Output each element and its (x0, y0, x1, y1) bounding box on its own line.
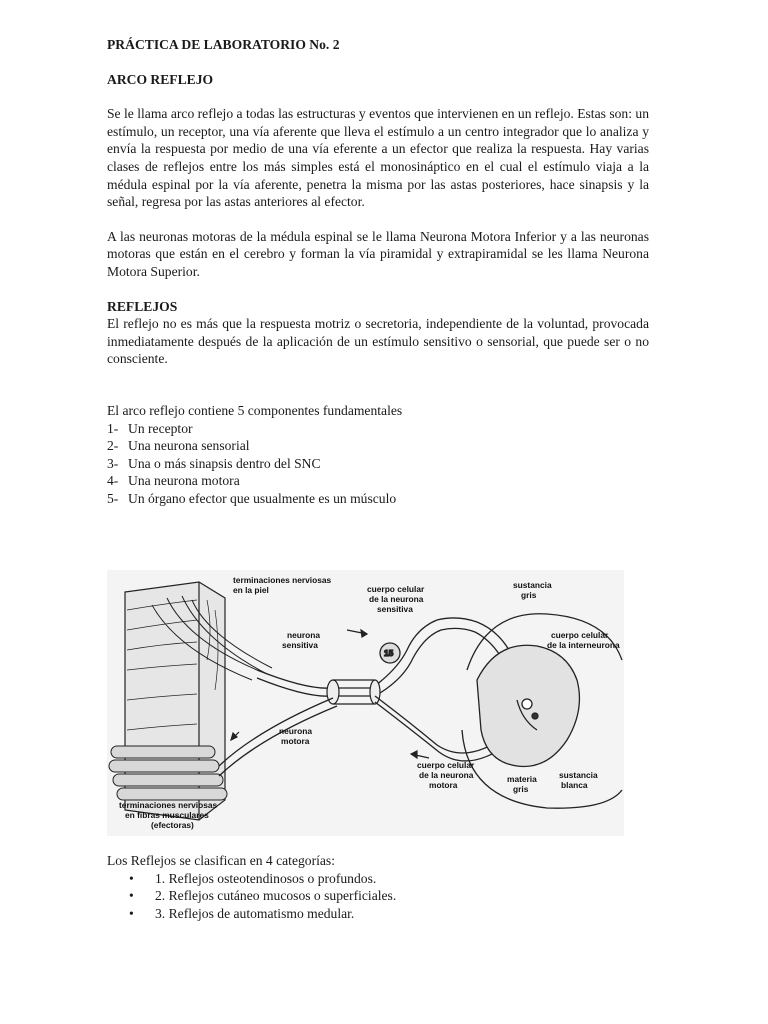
label-white-matter-1: sustancia (559, 770, 598, 780)
label-sensory-neuron-1: neurona (287, 630, 321, 640)
components-list (107, 420, 649, 508)
list-item-text: 3. Reflejos de automatismo medular. (155, 905, 355, 921)
label-motor-body-3: motora (429, 780, 458, 790)
list-item-text: Una neurona sensorial (128, 438, 250, 454)
document-title: PRÁCTICA DE LABORATORIO No. 2 (107, 37, 340, 52)
bullet: • (129, 905, 134, 921)
label-grey-matter-bottom-2: gris (513, 784, 529, 794)
list-item-text: Una o más sinapsis dentro del SNC (128, 455, 321, 471)
label-sensory-body-3: sensitiva (377, 604, 413, 614)
list-item-text: 1. Reflejos osteotendinosos o profundos. (155, 870, 377, 886)
classification-section (107, 852, 649, 922)
label-sensory-neuron-2: sensitiva (282, 640, 318, 650)
paragraph-motor-neurons: A las neuronas motoras de la médula espinal se le llama Neurona Motora Inferior y a las neuronas motoras que están en el cerebro y forman la vía piramidal y extrapiramidal se les llama Neurona Motora Superior. (107, 228, 649, 279)
list-item-number: 4- (107, 473, 119, 489)
label-muscle-endings-2: en fibras musculares (125, 810, 209, 820)
label-interneuron-body-2: de la interneurona (547, 640, 620, 650)
bullet: • (129, 888, 134, 904)
classification-intro: Los Reflejos se clasifican en 4 categorías: (107, 853, 335, 868)
svg-text:15: 15 (384, 648, 394, 658)
label-motor-body-1: cuerpo celular (417, 760, 475, 770)
list-item (107, 455, 649, 473)
label-skin-endings-2: en la piel (233, 585, 269, 595)
components-intro: El arco reflejo contiene 5 componentes fundamentales (107, 402, 403, 418)
label-grey-matter-top-2: gris (521, 590, 537, 600)
label-motor-body-2: de la neurona (419, 770, 474, 780)
list-item-text: Una neurona motora (128, 473, 240, 489)
document-body (107, 36, 649, 507)
list-item-number: 3- (107, 455, 119, 471)
paragraph-arco-reflejo-definition: Se le llama arco reflejo a todas las estructuras y eventos que intervienen en un reflejo. Estas son: un estímulo, un receptor, una vía aferente que lleva el estímulo a un centro integrador que lo analiza y envía la respuesta por medio de una vía eferente a un efector que realiza la respuesta. Hay varias clases de reflejos entre los más simples está el monosináptico en el cual el estímulo viaja a la médula espinal por la vía aferente, penetra la misma por las astas posteriores, hace sinapsis y la señal, regresa por las astas anteriores al efector. (107, 106, 649, 210)
label-muscle-endings-1: terminaciones nerviosas (119, 800, 218, 810)
list-item-number: 1- (107, 420, 119, 436)
list-item (107, 490, 649, 508)
list-item-text: Un órgano efector que usualmente es un músculo (128, 490, 397, 506)
reflex-arc-diagram (107, 570, 624, 836)
list-item (107, 870, 649, 888)
label-interneuron-body-1: cuerpo celular (551, 630, 609, 640)
label-grey-matter-bottom-1: materia (507, 774, 537, 784)
label-skin-endings-1: terminaciones nerviosas (233, 575, 332, 585)
label-grey-matter-top-1: sustancia (513, 580, 552, 590)
bullet: • (129, 870, 134, 886)
nerve-bundle (327, 680, 380, 704)
list-item-text: 2. Reflejos cutáneo mucosos o superficiales. (155, 888, 397, 904)
list-item (107, 420, 649, 438)
list-item (107, 905, 649, 923)
label-sensory-body-1: cuerpo celular (367, 584, 425, 594)
list-item-number: 5- (107, 490, 119, 506)
label-muscle-endings-3: (efectoras) (151, 820, 194, 830)
heading-reflejos: REFLEJOS (107, 298, 178, 314)
list-item (107, 887, 649, 905)
reflex-arc-illustration (107, 570, 624, 836)
paragraph-reflejo-definition: El reflejo no es más que la respuesta motriz o secretoria, independiente de la voluntad, provocada inmediatamente después de la aplicación de un estímulo sensitivo o sensorial, que puede ser o no consciente. (107, 316, 649, 367)
heading-arco-reflejo: ARCO REFLEJO (107, 71, 214, 87)
list-item (107, 472, 649, 490)
list-item (107, 437, 649, 455)
label-motor-neuron-2: motora (281, 736, 310, 746)
list-item-text: Un receptor (128, 420, 193, 436)
label-white-matter-2: blanca (561, 780, 588, 790)
list-item-number: 2- (107, 438, 119, 454)
label-motor-neuron-1: neurona (279, 726, 313, 736)
label-sensory-body-2: de la neurona (369, 594, 424, 604)
